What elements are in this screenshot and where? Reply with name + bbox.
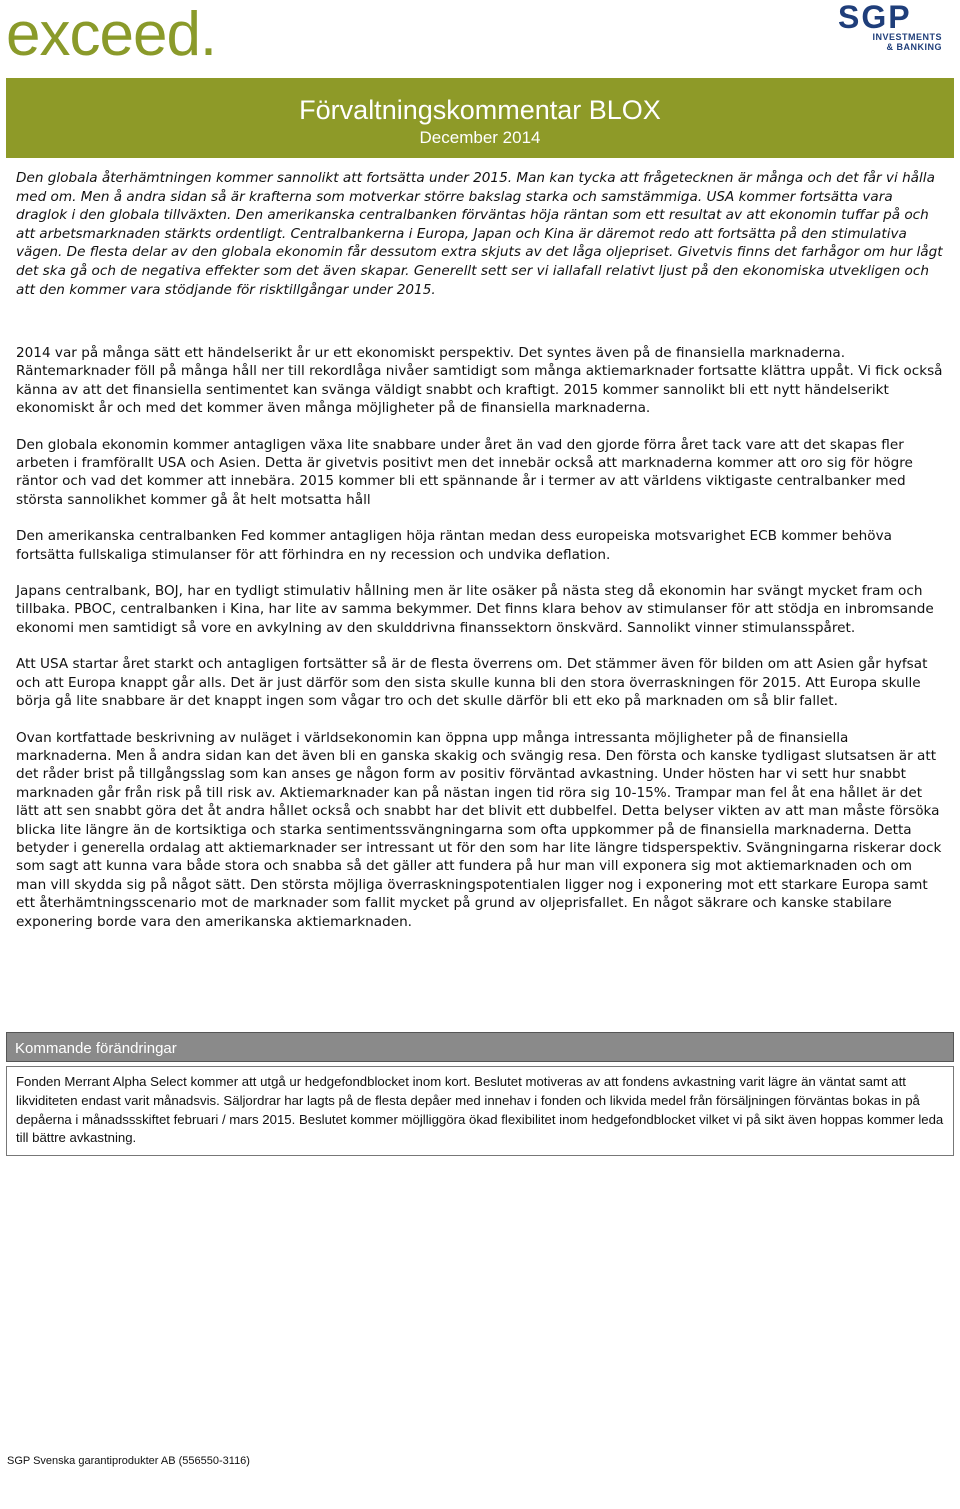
sgp-logo-letters: SGP xyxy=(838,0,912,35)
changes-box xyxy=(6,1066,954,1156)
paragraph-6: Ovan kortfattade beskrivning av nuläget i världsekonomin kan öppna upp många intressanta möjligheter på de finansiella marknaderna. Men å andra sidan kan det även bli en ganska skakig och svängig resa. Den första och kanske tydligast slutsatsen är att det råder brist på tillgångsslag som kan anses ge någon form av positiv förväntad avkastning. Under hösten har vi sett hur snabbt marknaden går från risk på till risk av. Aktiemarknader kan på nästan ingen tid röra sig 10-15%. Trampar man fel åt ena hållet är det lätt att sen snabbt göra det åt andra hållet också och snabbt har det blivit ett dubbelfel. Detta belyser vikten av att man måste försöka blicka lite längre än de kortsiktiga och starka sentimentssvängningarna som ofta uppkommer på de finansiella marknaderna. Detta betyder i generella ordalag att aktiemarknader ser intressant ut för den som har lite längre tidsperspektiv. Svängningarna riskerar dock som sagt att kunna vara både stora och snabba så det gäller att fundera på hur man vill exponera sig mot aktiemarknaden och om man vill skydda sig på något sätt. Den största möjliga överraskningspotentialen ligger nog i exponering mot ett starkare Europa samt ett återhämtningsscenario mot de marknader som fallit mycket på grund av oljeprisfallet. En något säkrare och kanske stabilare exponering borde vara den amerikanska aktiemarknaden. xyxy=(16,729,942,930)
paragraph-5: Att USA startar året starkt och antagligen fortsätter så är de flesta överrens om. Det stämmer även för bilden om att Asien går hyfsat och att Europa knappt går alls. Det är just därför som den sista skulle kunna bli den stora överraskningen för 2015. Att Europa skulle börja gå lite snabbare är det knappt ingen som vågar tro och det skulle därför bli ett eko på marknaden om så blir fallet. xyxy=(16,656,928,710)
body-text xyxy=(16,344,946,949)
title-band xyxy=(6,78,954,158)
changes-text: Fonden Merrant Alpha Select kommer att utgå ur hedgefondblocket inom kort. Beslutet motiveras av att fondens avkastning varit lägre än väntat samt att likviditeten endast varit månadsvis. Säljordrar har lagts på de flesta depåer med innehav i fonden och likvida medel från försäljningen förväntas bokas in på depåerna i månadssskiftet februari / mars 2015. Beslutet kommer möjlliggöra ökad flexibilitet inom hedgefondblocket vilket vi på sikt även hoppas kommer leda till bättre avkastning. xyxy=(16,1074,944,1146)
sgp-logo xyxy=(838,2,942,56)
sgp-logo-line2: & BANKING xyxy=(886,42,942,52)
paragraph-1: 2014 var på många sätt ett händelserikt år ur ett ekonomiskt perspektiv. Det syntes även på de finansiella marknaderna. Räntemarknader föll på många håll ner till rekordlåga nivåer samtidigt som många aktiemarknader fortsatte klättra uppåt. Vi fick också känna av att det finansiella sentimentet kan svänga väldigt snabbt och kraftigt. 2015 kommer sannolikt bli ett nytt händelserikt ekonomiskt år och med det kommer även många möjligheter på de finansiella marknaderna. xyxy=(16,345,943,417)
page-title: Förvaltningskommentar BLOX xyxy=(299,95,661,125)
intro-paragraph: Den globala återhämtningen kommer sannolikt att fortsätta under 2015. Man kan tycka att frågetecknen är många och det får vi hålla med om. Men å andra sidan så är krafterna som motverkar större bakslag starka och samstämmiga. USA kommer fortsätta vara draglok i den globala tillväxten. Den amerikanska centralbanken förväntas höja räntan som ett resultat av att ekonomin tuffar på och att arbetsmarknaden stärkts ordentligt. Centralbankerna i Europa, Japan och Kina är däremot redo att fortsätta på den stimulativa vägen. De flesta delar av den globala ekonomin får dessutom extra skjuts av det låga oljepriset. Givetvis finns det farhågor om hur lågt det ska gå och de negativa effekter som det även skapar. Generellt sett ser vi iallafall relativt ljust på den ekonomiska utvekligen och att den kommer vara stödjande för risktillgångar under 2015. xyxy=(16,170,943,298)
paragraph-4: Japans centralbank, BOJ, har en tydligt stimulativ hållning men är lite osäker på nästa steg då ekonomin har svängt mycket fram och tillbaka. PBOC, centralbanken i Kina, har lite av samma bekymmer. Det finns klara behov av stimulanser för att stödja en inbromsande ekonomi men samtidigt så vore en avkylning av den skulddrivna finanssektorn önskvärd. Sannolikt vinner stimulansspåret. xyxy=(16,583,934,636)
section-heading: Kommande förändringar xyxy=(15,1040,177,1057)
page-subtitle: December 2014 xyxy=(419,128,541,147)
paragraph-2: Den globala ekonomin kommer antagligen växa lite snabbare under året än vad den gjorde förra året tack vare att det skapas fler arbeten i framförallt USA och Asien. Detta är givetvis positivt men det innebär också att marknaderna kommer att oro sig för högre räntor och vad det kommer att innebära. 2015 kommer bli ett spännande år i termer av att världens viktigaste centralbanker med största sannolikhet kommer gå åt helt motsatta håll xyxy=(16,436,913,508)
exceed-logo: exceed. xyxy=(6,0,217,69)
section-heading-bar xyxy=(6,1032,954,1062)
footer-company: SGP Svenska garantiprodukter AB (556550-3116) xyxy=(7,1455,250,1467)
paragraph-3: Den amerikanska centralbanken Fed kommer antagligen höja räntan medan dess europeiska motsvarighet ECB kommer behöva fortsätta fullskaliga stimulanser för att förhindra en ny recession och undvika deflation. xyxy=(16,528,892,563)
sgp-logo-line1: INVESTMENTS xyxy=(872,32,942,42)
